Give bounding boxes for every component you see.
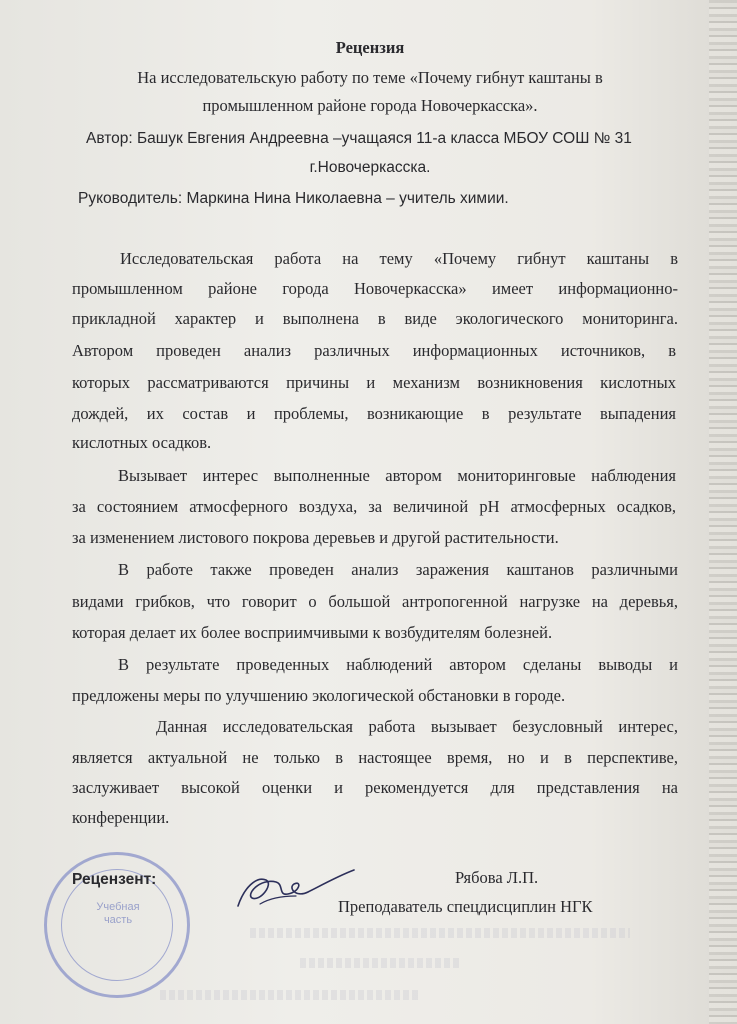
body-line: видами грибков, что говорит о большой антропогенной нагрузке на деревья, xyxy=(72,592,678,611)
author-city: г.Новочеркасска. xyxy=(309,159,431,176)
body-line: предложены меры по улучшению экологической обстановки в городе. xyxy=(72,686,566,705)
subject-line: На исследовательскую работу по теме «Почему гибнут каштаны в xyxy=(137,68,603,87)
body-line: является актуальной не только в настоящее время, но и в перспективе, xyxy=(72,748,678,767)
body-line: кислотных осадков. xyxy=(72,433,212,452)
body-line: заслуживает высокой оценки и рекомендуется для представления на xyxy=(72,778,678,797)
bleed-through-artifact xyxy=(160,990,420,1000)
body-line: которая делает их более восприимчивыми к возбудителям болезней. xyxy=(72,623,553,642)
author-line: Автор: Башук Евгения Андреевна –учащаяся 11-а класса МБОУ СОШ № 31 xyxy=(86,130,632,147)
body-line: прикладной характер и выполнена в виде экологического мониторинга. xyxy=(72,309,678,328)
reviewer-label: Рецензент: xyxy=(72,871,157,888)
supervisor-line: Руководитель: Маркина Нина Николаевна – учитель химии. xyxy=(78,190,509,207)
body-line: которых рассматриваются причины и механизм возникновения кислотных xyxy=(72,373,676,392)
body-line: дождей, их состав и проблемы, возникающие в результате выпадения xyxy=(72,404,676,423)
stamp-text: Учебная часть xyxy=(96,901,140,926)
review-title: Рецензия xyxy=(335,38,405,57)
reviewer-name: Рябова Л.П. xyxy=(455,868,539,887)
body-line: Автором проведен анализ различных информационных источников, в xyxy=(72,341,676,360)
body-line: Исследовательская работа на тему «Почему гибнут каштаны в xyxy=(120,249,678,268)
body-line: промышленном районе города Новочеркасска» имеет информационно- xyxy=(72,279,678,298)
bleed-through-artifact xyxy=(300,958,460,968)
bleed-through-artifact xyxy=(250,928,630,938)
scan-edge-artifact xyxy=(709,0,737,1024)
body-line: за состоянием атмосферного воздуха, за величиной pH атмосферных осадков, xyxy=(72,497,676,516)
body-line: В результате проведенных наблюдений автором сделаны выводы и xyxy=(118,655,678,674)
body-line: Данная исследовательская работа вызывает безусловный интерес, xyxy=(156,717,678,736)
body-line: конференции. xyxy=(72,808,170,827)
body-line: за изменением листового покрова деревьев и другой растительности. xyxy=(72,528,559,547)
body-line: В работе также проведен анализ заражения каштанов различными xyxy=(118,560,678,579)
body-line: Вызывает интерес выполненные автором мониторинговые наблюдения xyxy=(118,466,676,485)
subject-line: промышленном районе города Новочеркасска». xyxy=(202,96,538,115)
reviewer-position: Преподаватель спецдисциплин НГК xyxy=(338,897,593,916)
